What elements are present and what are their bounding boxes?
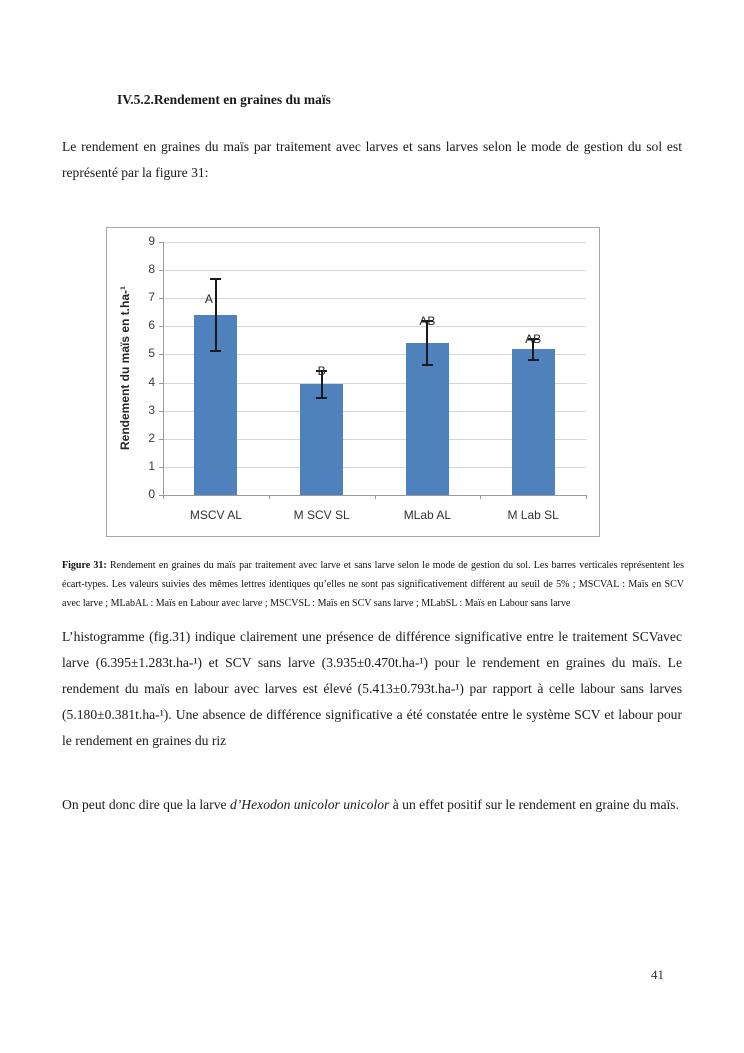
y-tick-label: 6 xyxy=(148,318,155,333)
y-tick-label: 0 xyxy=(148,487,155,501)
figure-caption-label: Figure 31: xyxy=(62,560,107,571)
y-tick-label: 4 xyxy=(148,374,155,389)
y-tick-label: 7 xyxy=(148,290,155,305)
y-tick-label: 8 xyxy=(148,262,155,277)
y-tick-label: 1 xyxy=(148,458,155,473)
x-tick-mark xyxy=(375,495,376,499)
error-bar-cap xyxy=(210,350,221,352)
paragraph-analysis: L’histogramme (fig.31) indique clairement une présence de différence significative entre le traitement SCVavec larve (6.395±1.283t.ha-¹) et SCV sans larve (3.935±0.470t.ha-¹) pour le rendement en graines du maïs. Le rendement du maïs en labour avec larves est élevé (5.413±0.793t.ha-¹) par rapport à celle labour sans larves (5.180±0.381t.ha-¹). Une absence de différence significative a été constatée entre le système SCV et labour pour le rendement en graines du riz xyxy=(62,628,682,748)
error-bar xyxy=(215,279,217,351)
y-tick-label: 9 xyxy=(148,234,155,248)
significance-letter: A xyxy=(204,292,213,307)
y-axis-line xyxy=(163,242,164,495)
figure-caption-text: Rendement en graines du maïs par traitement avec larve et sans larve selon le mode de gestion du sol. Les barres verticales représentent les écart-types. Les valeurs suivies des mêmes lettres identiques qu’elles ne sont pas significativement différent au seuil de 5% ; MSCVAL : Maïs en SCV avec larve ; MLabAL : Maïs en Labour avec larve ; MSCVSL : Maïs en SCV sans larve ; MLabSL : Maïs en Labour sans larve xyxy=(62,560,684,609)
error-bar-cap xyxy=(422,364,433,366)
x-tick-label: MSCV AL xyxy=(189,508,242,522)
y-tick-label: 2 xyxy=(148,430,155,445)
x-tick-mark xyxy=(586,495,587,499)
species-name-italic: d’Hexodon unicolor unicolor xyxy=(229,796,390,812)
y-tick-label: 5 xyxy=(148,346,155,361)
section-heading: IV.5.2.Rendement en graines du maïs xyxy=(117,92,331,107)
chart-y-axis-title: Rendement du maïs en t.ha-¹ xyxy=(118,285,132,451)
page-number: 41 xyxy=(651,967,664,982)
figure-caption xyxy=(62,556,684,613)
bar xyxy=(512,349,555,495)
chart-plot-area xyxy=(107,228,599,536)
gridline xyxy=(163,242,586,243)
bar xyxy=(300,384,343,495)
x-tick-label: MLab AL xyxy=(403,508,452,522)
x-tick-mark xyxy=(480,495,481,499)
paragraph-intro: Le rendement en graines du maïs par traitement avec larves et sans larves selon le mode de gestion du sol est représenté par la figure 31: xyxy=(62,138,682,180)
error-bar-cap xyxy=(316,397,327,399)
figure-chart xyxy=(106,227,600,537)
x-tick-mark xyxy=(269,495,270,499)
paragraph-conclusion xyxy=(62,792,682,818)
significance-letter: AB xyxy=(525,331,542,346)
x-tick-label: M Lab SL xyxy=(507,508,559,522)
y-tick-label: 3 xyxy=(148,402,155,417)
x-tick-mark xyxy=(163,495,164,499)
gridline xyxy=(163,270,586,271)
conclusion-text-start: On peut donc dire que la larve xyxy=(62,796,230,812)
conclusion-text-end: à un effet positif sur le rendement en graine du maïs. xyxy=(389,796,679,812)
error-bar-cap xyxy=(210,278,221,280)
significance-letter: AB xyxy=(419,313,436,328)
error-bar-cap xyxy=(528,359,539,361)
x-tick-label: M SCV SL xyxy=(293,508,350,522)
significance-letter: B xyxy=(317,364,326,379)
